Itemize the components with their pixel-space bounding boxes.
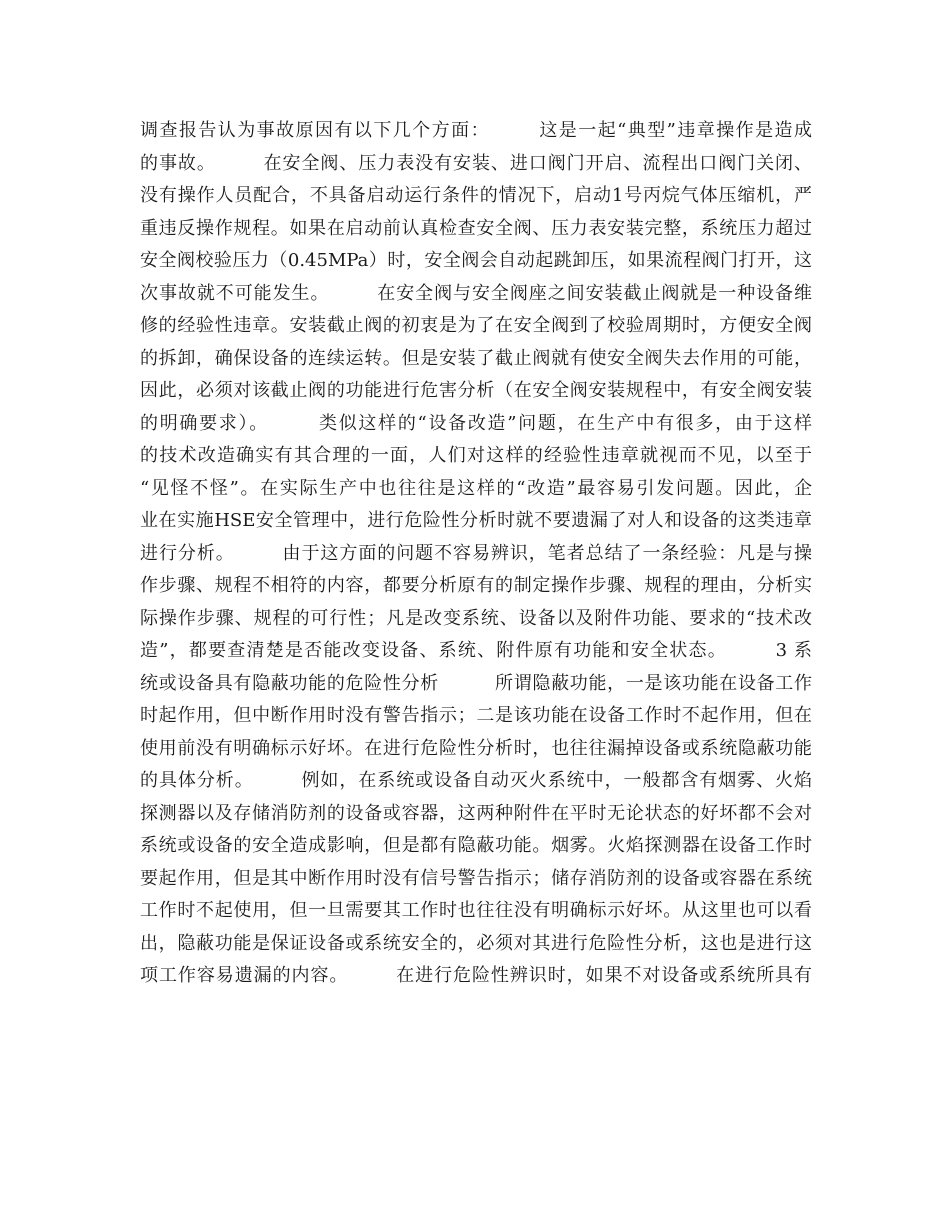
text-line: 没有操作人员配合，不具备启动运行条件的情况下，启动1号丙烷气体压缩机，严	[140, 185, 812, 206]
text-line: 要起作用，但是其中断作用时没有信号警告指示；储存消防剂的设备或容器在系统	[140, 867, 812, 889]
text-line: 的事故。 在安全阀、压力表没有安装、进口阀门开启、流程出口阀门关闭、	[140, 152, 812, 174]
text-line: 修的经验性违章。安装截止阀的初衷是为了在安全阀到了校验周期时，方便安全阀	[140, 315, 812, 336]
text-line: 探测器以及存储消防剂的设备或容器，这两种附件在平时无论状态的好坏都不会对	[140, 802, 812, 824]
text-line: 作步骤、规程不相符的内容，都要分析原有的制定操作步骤、规程的理由，分析实	[140, 575, 812, 596]
text-line: 际操作步骤、规程的可行性；凡是改变系统、设备以及附件功能、要求的“技术改	[140, 607, 812, 629]
text-line: 的拆卸，确保设备的连续运转。但是安装了截止阀就有使安全阀失去作用的可能，	[140, 347, 812, 369]
text-line: 时起作用，但中断作用时没有警告指示；二是该功能在设备工作时不起作用，但在	[140, 705, 812, 726]
text-line: 的具体分析。 例如，在系统或设备自动灭火系统中，一般都含有烟雾、火焰	[140, 770, 812, 791]
text-line: “见怪不怪”。在实际生产中也往往是这样的“改造”最容易引发问题。因此，企	[140, 477, 812, 499]
text-line: 项工作容易遗漏的内容。 在进行危险性辨识时，如果不对设备或系统所具有	[140, 965, 812, 986]
text-line: 统或设备具有隐蔽功能的危险性分析 所谓隐蔽功能，一是该功能在设备工作	[140, 672, 812, 694]
text-line: 使用前没有明确标示好坏。在进行危险性分析时，也往往漏掉设备或系统隐蔽功能	[140, 737, 812, 759]
body-text	[140, 115, 812, 993]
text-line: 造”，都要查清楚是否能改变设备、系统、附件原有功能和安全状态。 3 系	[140, 640, 812, 661]
text-line: 的明确要求）。 类似这样的“设备改造”问题，在生产中有很多，由于这样	[140, 412, 812, 434]
text-line: 系统或设备的安全造成影响，但是都有隐蔽功能。烟雾。火焰探测器在设备工作时	[140, 835, 812, 856]
text-line: 业在实施HSE安全管理中，进行危险性分析时就不要遗漏了对人和设备的这类违章	[140, 510, 812, 531]
text-line: 出，隐蔽功能是保证设备或系统安全的，必须对其进行危险性分析，这也是进行这	[140, 932, 812, 954]
text-line: 次事故就不可能发生。 在安全阀与安全阀座之间安装截止阀就是一种设备维	[140, 282, 812, 304]
text-line: 调查报告认为事故原因有以下几个方面： 这是一起“典型”违章操作是造成	[140, 120, 812, 141]
text-line: 因此，必须对该截止阀的功能进行危害分析（在安全阀安装规程中，有安全阀安装	[140, 380, 812, 401]
text-line: 重违反操作规程。如果在启动前认真检查安全阀、压力表安装完整，系统压力超过	[140, 217, 812, 239]
text-line: 安全阀校验压力（0.45MPa）时，安全阀会自动起跳卸压，如果流程阀门打开，这	[140, 250, 812, 271]
text-line: 的技术改造确实有其合理的一面，人们对这样的经验性违章就视而不见，以至于	[140, 445, 812, 466]
text-line: 工作时不起使用，但一旦需要其工作时也往往没有明确标示好坏。从这里也可以看	[140, 900, 812, 921]
text-line: 进行分析。 由于这方面的问题不容易辨识，笔者总结了一条经验：凡是与操	[140, 542, 812, 564]
